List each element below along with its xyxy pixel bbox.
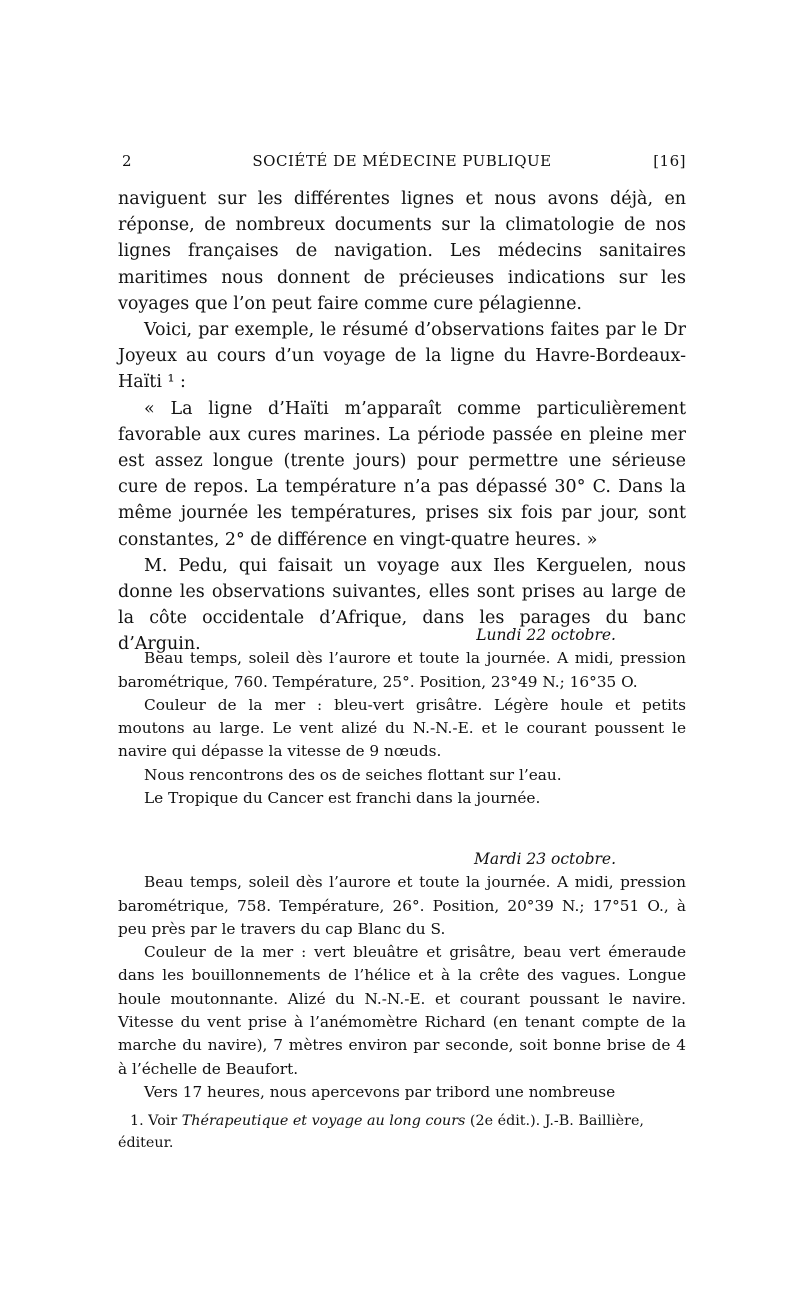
footnote-text — [118, 1110, 686, 1154]
paragraph-2: Voici, par exemple, le résumé d’observations faites par le Dr Joyeux au cours d’un voyage de la ligne du Havre-Bordeaux-Haïti ¹ : — [118, 320, 686, 393]
main-text — [118, 186, 686, 658]
paragraph-1: naviguent sur les différentes lignes et nous avons déjà, en réponse, de nombreux documents sur la climatologie de nos lignes françaises de navigation. Les médecins sanitaires maritimes nous donnent de précieuses indications sur les voyages que l’on peut faire comme cure pélagienne. — [118, 189, 686, 314]
footnote-book-title: Thérapeutique et voyage au long cours — [181, 1113, 466, 1129]
entry-paragraph: Couleur de la mer : vert bleuâtre et grisâtre, beau vert émeraude dans les bouillonnements de l’hélice et à la crête des vagues. Longue houle moutonnante. Alizé du N.-N.-E. et courant poussant le navire. Vitesse du vent prise à l’anémomètre Richard (en tenant compte de la marche du navire), 7 mètres environ par seconde, soit bonne brise de 4 à l’échelle de Beaufort. — [118, 943, 686, 1078]
paragraph-4: M. Pedu, qui faisait un voyage aux Iles Kerguelen, nous donne les observations suivantes, elles sont prises au large de la côte occidentale d’Afrique, dans les parages du banc d’Arguin. — [118, 555, 686, 655]
bracket-number: [16] — [653, 152, 686, 170]
entry-paragraph: Nous rencontrons des os de seiches flottant sur l’eau. — [144, 765, 562, 784]
entry-date: Lundi 22 octobre. — [476, 626, 616, 644]
entry-paragraph: Beau temps, soleil dès l’aurore et toute la journée. A midi, pression barométrique, 760. Température, 25°. Position, 23°49 N.; 16°35 O. — [118, 649, 686, 691]
running-header — [118, 152, 686, 174]
footnote — [118, 1110, 686, 1154]
journal-title: SOCIÉTÉ DE MÉDECINE PUBLIQUE — [252, 152, 552, 170]
entry-paragraph: Le Tropique du Cancer est franchi dans la journée. — [144, 789, 541, 808]
entry-paragraph: Vers 17 heures, nous apercevons par tribord une nombreuse — [144, 1082, 616, 1101]
entry-paragraph: Beau temps, soleil dès l’aurore et toute la journée. A midi, pression barométrique, 758. Température, 26°. Position, 20°39 N.; 17°51 O., à peu près par le travers du cap Blanc du S. — [118, 873, 686, 938]
footnote-prefix: 1. Voir — [130, 1113, 182, 1129]
journal-entry-monday — [118, 624, 686, 810]
entry-date: Mardi 23 octobre. — [474, 850, 616, 868]
footnote-suffix: (2e édit.). J.-B. Baillière, éditeur. — [118, 1113, 644, 1151]
page-number: 2 — [122, 152, 133, 170]
entry-paragraph: Couleur de la mer : bleu-vert grisâtre. Légère houle et petits moutons au large. Le vent alizé du N.-N.-E. et le courant poussent le navire qui dépasse la vitesse de 9 nœuds. — [118, 695, 686, 761]
journal-entry-tuesday — [118, 848, 686, 1104]
paragraph-3-quote: « La ligne d’Haïti m’apparaît comme particulièrement favorable aux cures marines. La période passée en pleine mer est assez longue (trente jours) pour permettre une sérieuse cure de repos. La température n’a pas dépassé 30° C. Dans la même journée les températures, prises six fois par jour, sont constantes, 2° de différence en vingt-quatre heures. » — [118, 398, 686, 550]
